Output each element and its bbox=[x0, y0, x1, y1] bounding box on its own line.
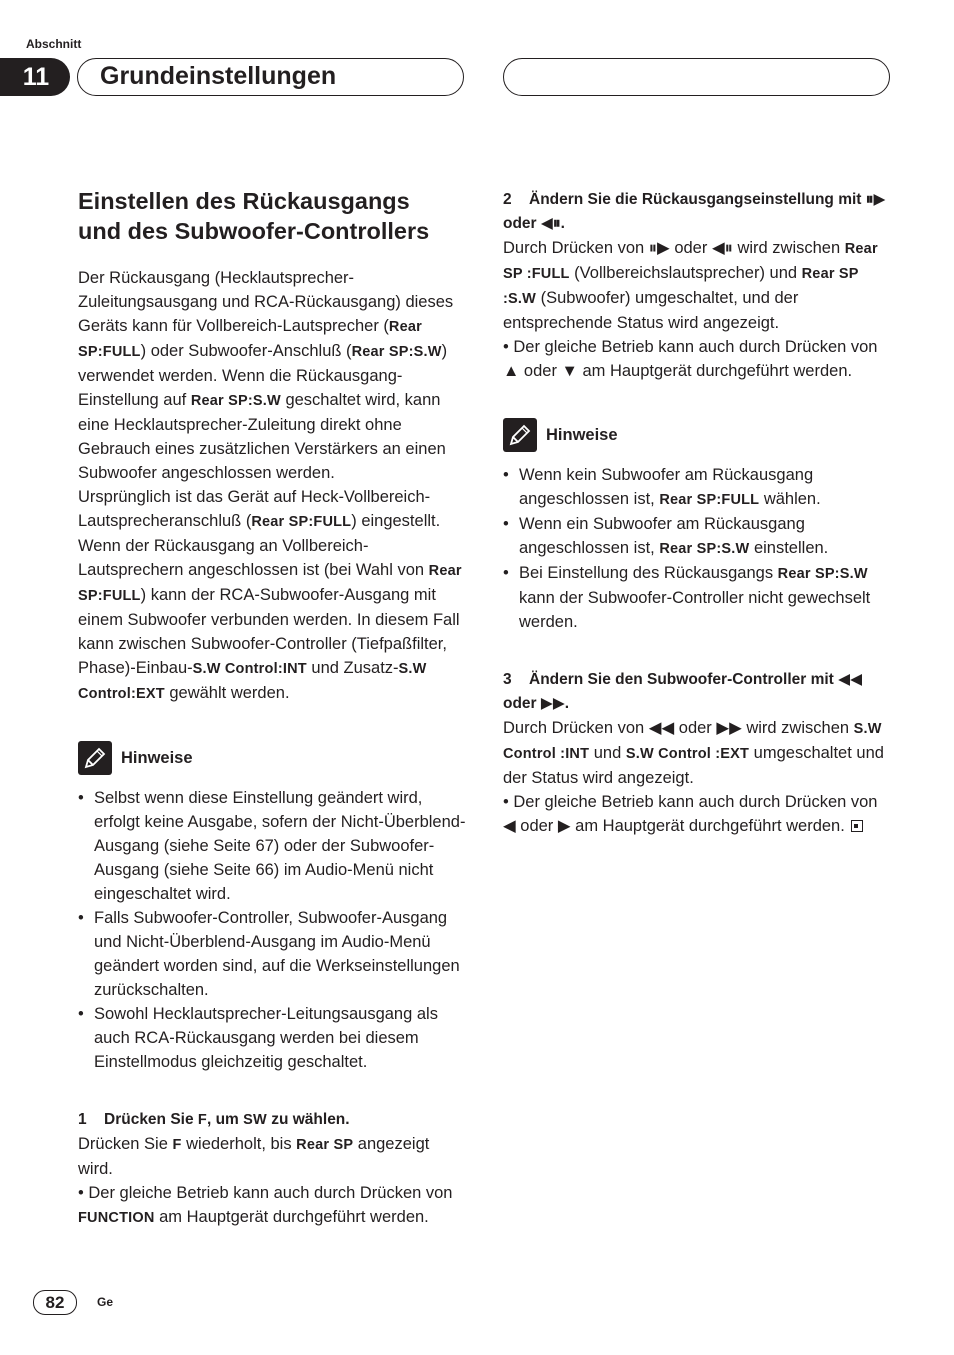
text-run: angezeigt wird. bbox=[78, 1135, 430, 1178]
text-run: • Der gleiche Betrieb kann auch durch Drücken von ◀ oder ▶ am Hauptgerät durchgeführt werden. bbox=[503, 793, 878, 835]
notes-list bbox=[503, 463, 893, 634]
text-run: wählen. bbox=[759, 490, 821, 508]
display-code-text: S.W Control:INT bbox=[192, 661, 307, 677]
note-item: • Falls Subwoofer-Controller, Subwoofer-Ausgang und Nicht-Überblend-Ausgang im Audio-Menü geändert worden sind, auf die Werkseinstellungen zurückschalten. bbox=[78, 906, 466, 1002]
text-run: ) oder Subwoofer-Anschluß ( bbox=[140, 342, 352, 360]
text-run: Der Rückausgang (Hecklautsprecher-Zuleitungsausgang und RCA-Rückausgang) dieses Geräts kann für Vollbereich-Lautsprecher ( bbox=[78, 269, 454, 335]
text-run: ) kann der RCA-Subwoofer-Ausgang mit einem Subwoofer verbunden werden. In diesem Fall kann zwischen Subwoofer-Controller (Tiefpaßfilter, Phase)-Einbau- bbox=[78, 586, 460, 677]
note-item bbox=[503, 561, 893, 634]
display-code-text: FUNCTION bbox=[78, 1210, 155, 1226]
text-run: und bbox=[589, 744, 626, 762]
section-title-line2: und des Subwoofer-Controllers bbox=[78, 218, 430, 244]
pencil-note-icon bbox=[78, 741, 112, 775]
step-number: 1 bbox=[78, 1111, 87, 1128]
display-code-text: Rear SP :FULL bbox=[503, 241, 878, 282]
right-column bbox=[503, 188, 893, 838]
text-run: ) verwendet werden. Wenn die Rückausgang-Einstellung auf bbox=[78, 342, 448, 409]
step-3-bullet-text bbox=[503, 793, 877, 835]
step-2-body bbox=[503, 236, 893, 335]
step-title-text bbox=[503, 191, 885, 232]
notes-label: Hinweise bbox=[121, 749, 193, 767]
text-run: (Vollbereichslautsprecher) und bbox=[569, 264, 802, 282]
step-2-bullet bbox=[503, 335, 893, 383]
text-run: • Der gleiche Betrieb kann auch durch Drücken von ▲ oder ▼ am Hauptgerät durchgeführt werden. bbox=[503, 338, 878, 380]
text-run: kann der Subwoofer-Controller nicht gewechselt werden. bbox=[519, 589, 871, 631]
left-column bbox=[78, 186, 466, 1230]
text-run: (Subwoofer) umgeschaltet, und der entsprechende Status wird angezeigt. bbox=[503, 289, 799, 332]
display-code-text: Rear SP:S.W bbox=[777, 566, 868, 582]
text-run: geschaltet wird, kann eine Hecklautsprecher-Zuleitung direkt ohne Gebrauch eines zusätzlichen Verstärkers an einen Subwoofer angeschlossen werden. bbox=[78, 391, 446, 482]
notes-label: Hinweise bbox=[546, 426, 618, 444]
text-run: • Der gleiche Betrieb kann auch durch Drücken von bbox=[78, 1184, 453, 1202]
display-code-text: Rear SP:S.W bbox=[351, 344, 442, 360]
notes-header bbox=[78, 740, 466, 776]
display-code-text: F bbox=[172, 1137, 182, 1153]
note-item: • Sowohl Hecklautsprecher-Leitungsausgang als auch RCA-Rückausgang werden bei diesem Einstellmodus gleichzeitig geschaltet. bbox=[78, 1002, 466, 1074]
end-mark-icon bbox=[851, 820, 863, 832]
section-title bbox=[78, 186, 466, 246]
display-code-text: Rear SP:FULL bbox=[659, 492, 760, 508]
note-item bbox=[503, 463, 893, 512]
right-header-box bbox=[503, 58, 890, 96]
chapter-number: 11 bbox=[0, 58, 70, 96]
display-code-text: Rear SP :S.W bbox=[503, 266, 859, 307]
text-run: Drücken Sie bbox=[78, 1135, 173, 1153]
step-3-bullet bbox=[503, 790, 893, 838]
text-run: Ändern Sie die Rückausgangseinstellung mit ⏸▶ oder ◀⏸. bbox=[503, 191, 886, 232]
step-number: 3 bbox=[503, 671, 512, 688]
step-2-title bbox=[503, 188, 893, 236]
text-run: wiederholt, bis bbox=[181, 1135, 297, 1153]
step-1-body bbox=[78, 1132, 466, 1181]
text-run: Drücken Sie bbox=[104, 1111, 198, 1128]
display-code-text: Rear SP:S.W bbox=[190, 393, 281, 409]
text-run: Wenn ein Subwoofer am Rückausgang angeschlossen ist, bbox=[519, 515, 805, 557]
chapter-title: Grundeinstellungen bbox=[77, 58, 464, 96]
text-run: und Zusatz- bbox=[306, 659, 399, 677]
display-code-text: S.W Control :INT bbox=[503, 721, 882, 762]
display-code-text: F bbox=[197, 1112, 207, 1128]
display-code-text: SW bbox=[243, 1112, 267, 1128]
language-code: Ge bbox=[97, 1295, 114, 1309]
step-title-text bbox=[503, 671, 862, 712]
text-run: Durch Drücken von ◀◀ oder ▶▶ wird zwischen bbox=[503, 719, 854, 737]
display-code-text: Rear SP:S.W bbox=[659, 541, 750, 557]
step-3-body bbox=[503, 716, 893, 790]
step-title-text bbox=[104, 1111, 350, 1128]
display-code-text: Rear SP:FULL bbox=[78, 563, 462, 604]
text-run: Durch Drücken von ⏸▶ oder ◀⏸ wird zwischen bbox=[503, 239, 845, 257]
section-label: Abschnitt bbox=[26, 37, 82, 51]
notes-list bbox=[78, 786, 466, 1074]
text-run: gewählt werden. bbox=[164, 684, 290, 702]
text-run: Ändern Sie den Subwoofer-Controller mit ◀◀ oder ▶▶. bbox=[503, 671, 862, 712]
text-run: , um bbox=[206, 1111, 244, 1128]
pencil-note-icon bbox=[503, 418, 537, 452]
notes-header bbox=[503, 417, 893, 453]
text-run: am Hauptgerät durchgeführt werden. bbox=[154, 1208, 429, 1226]
page-number: 82 bbox=[33, 1290, 77, 1315]
display-code-text: Rear SP:FULL bbox=[78, 319, 422, 360]
text-run: zu wählen. bbox=[266, 1111, 350, 1128]
step-3-title bbox=[503, 668, 893, 716]
text-run: ) eingestellt. Wenn der Rückausgang an Vollbereich-Lautsprechern angeschlossen ist (bei Wahl von bbox=[78, 512, 441, 579]
display-code-text: S.W Control:EXT bbox=[78, 661, 427, 702]
note-item bbox=[503, 512, 893, 561]
intro-paragraph bbox=[78, 266, 466, 485]
text-run: Bei Einstellung des Rückausgangs bbox=[519, 564, 778, 582]
step-1-bullet bbox=[78, 1181, 466, 1230]
step-number: 2 bbox=[503, 191, 512, 208]
note-item: • Selbst wenn diese Einstellung geändert wird, erfolgt keine Ausgabe, sofern der Nicht-Überblend-Ausgang (siehe Seite 67) oder der Subwoofer-Ausgang (siehe Seite 66) im Audio-Menü nicht eingeschaltet wird. bbox=[78, 786, 466, 906]
section-title-line1: Einstellen des Rückausgangs bbox=[78, 188, 410, 214]
step-1-title bbox=[78, 1108, 466, 1132]
intro-paragraph-2 bbox=[78, 485, 466, 706]
display-code-text: Rear SP bbox=[296, 1137, 354, 1153]
display-code-text: Rear SP:FULL bbox=[251, 514, 352, 530]
text-run: Ursprünglich ist das Gerät auf Heck-Vollbereich-Lautsprecheranschluß ( bbox=[78, 488, 431, 530]
display-code-text: S.W Control :EXT bbox=[625, 746, 750, 762]
text-run: umgeschaltet und der Status wird angezeigt. bbox=[503, 744, 884, 787]
text-run: Wenn kein Subwoofer am Rückausgang angeschlossen ist, bbox=[519, 466, 814, 508]
text-run: einstellen. bbox=[749, 539, 829, 557]
